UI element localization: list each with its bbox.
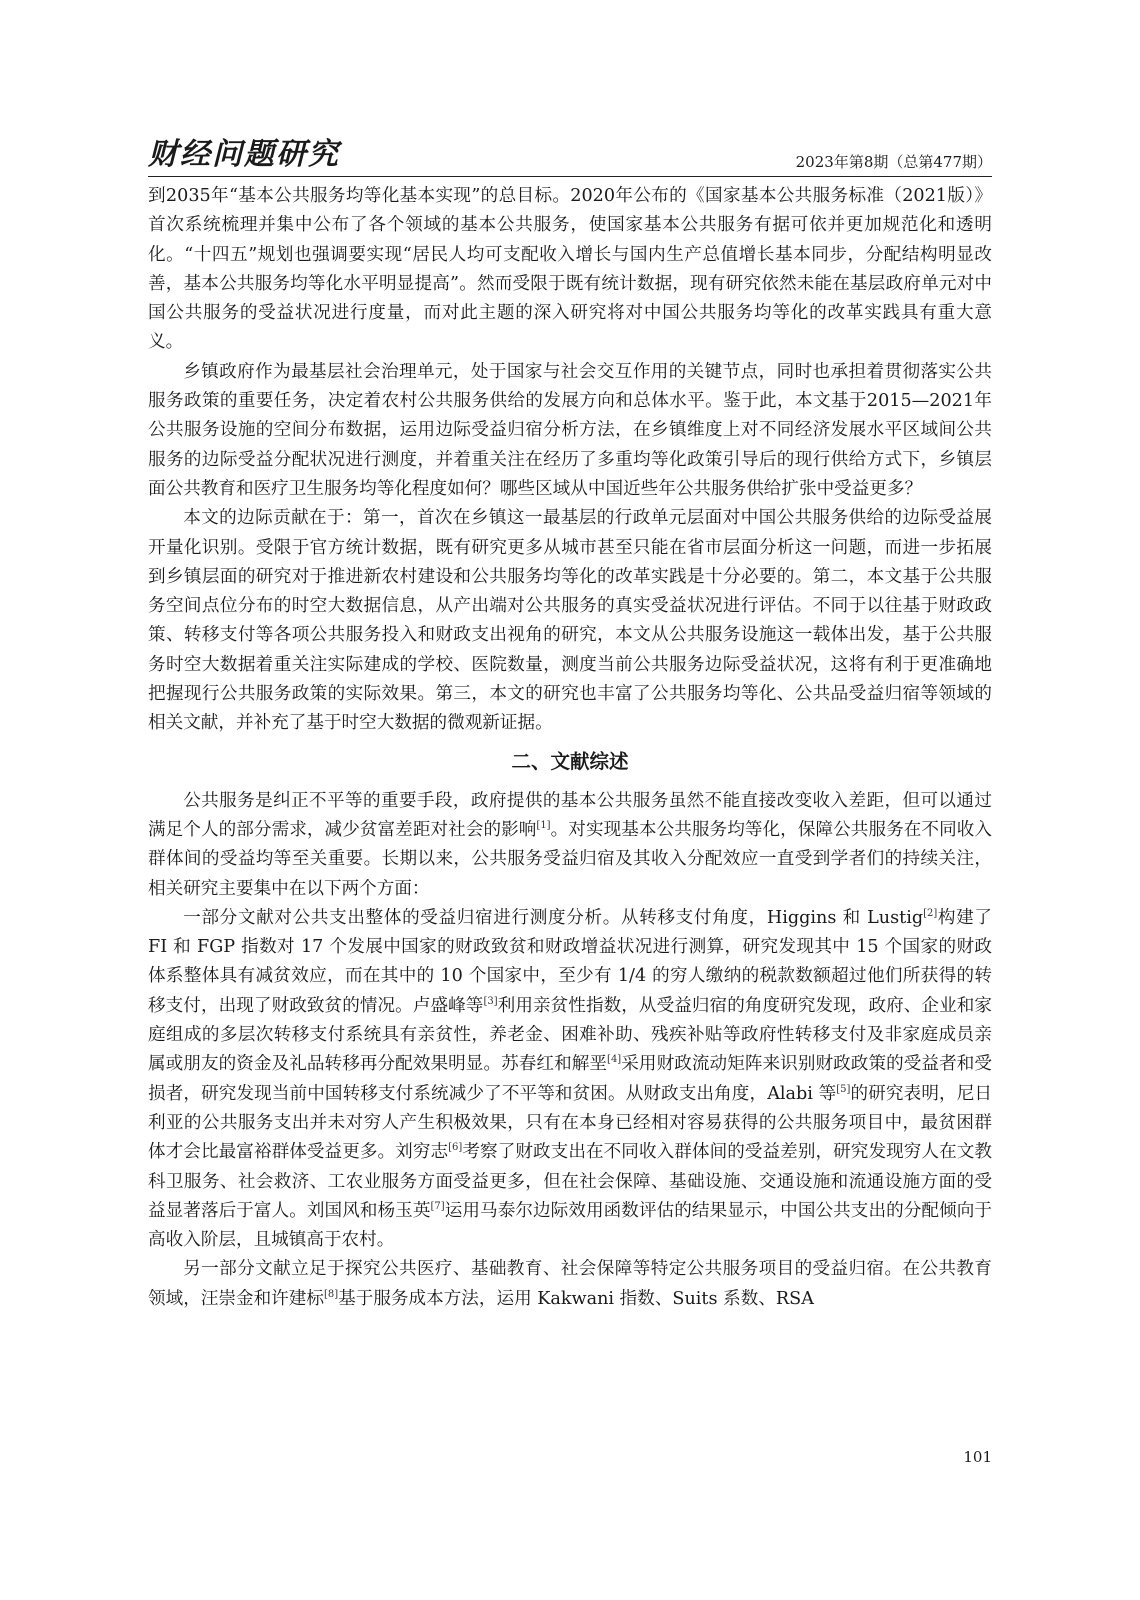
paragraph-literature-2: [148, 1255, 992, 1314]
text-run: 一部分文献对公共支出整体的受益归宿进行测度分析。从转移支付角度，Higgins 和 Lustig: [183, 907, 924, 928]
paragraph-public-service: [148, 787, 992, 904]
citation-ref: [7]: [430, 1200, 445, 1212]
text-run: 利用亲贫性指数，从受益归宿的角度研究发现，政府、企业和家庭组成的多层次转移支付系统具有亲贫性，养老金、困难补助、残疾补贴等政府性转移支付及非家庭成员亲属或朋友的资金及礼品转移再分配效果明显。苏春红和解垩: [148, 995, 992, 1075]
citation-ref: [6]: [448, 1142, 463, 1154]
journal-title: 财经问题研究: [148, 137, 340, 172]
paragraph-literature-1: [148, 904, 992, 1256]
paragraph-continuation: 到2035年“基本公共服务均等化基本实现”的总目标。2020年公布的《国家基本公共服务标准（2021版）》首次系统梳理并集中公布了各个领域的基本公共服务，使国家基本公共服务有据可依并更加规范化和透明化。“十四五”规划也强调要实现“居民人均可支配收入增长与国内生产总值增长基本同步，分配结构明显改善，基本公共服务均等化水平明显提高”。然而受限于既有统计数据，现有研究依然未能在基层政府单元对中国公共服务的受益状况进行度量，而对此主题的深入研究将对中国公共服务均等化的改革实践具有重大意义。: [148, 186, 992, 353]
citation-ref: [2]: [923, 907, 938, 919]
text-run: 采用财政流动矩阵来识别财政政策的受益者和受损者，研究发现当前中国转移支付系统减少了不平等和贫困。从财政支出角度，Alabi 等: [148, 1054, 992, 1104]
text-run: 考察了财政支出在不同收入群体间的受益差别，研究发现穷人在文教科卫服务、社会救济、工农业服务方面受益更多，但在社会保障、基础设施、交通设施和流通设施方面的受益显著落后于富人。刘国风和杨玉英: [148, 1142, 992, 1221]
citation-ref: [4]: [607, 1054, 622, 1066]
citation-ref: [8]: [323, 1288, 339, 1300]
paragraph-contribution: 本文的边际贡献在于：第一，首次在乡镇这一最基层的行政单元层面对中国公共服务供给的边际受益展开量化识别。受限于官方统计数据，既有研究更多从城市甚至只能在省市层面分析这一问题，而进一步拓展到乡镇层面的研究对于推进新农村建设和公共服务均等化的改革实践是十分必要的。第二，本文基于公共服务空间点位分布的时空大数据信息，从产出端对公共服务的真实受益状况进行评估。不同于以往基于财政政策、转移支付等各项公共服务投入和财政支出视角的研究，本文从公共服务设施这一载体出发，基于公共服务时空大数据着重关注实际建成的学校、医院数量，测度当前公共服务边际受益状况，这将有利于更准确地把握现行公共服务政策的实际效果。第三，本文的研究也丰富了公共服务均等化、公共品受益归宿等领域的相关文献，并补充了基于时空大数据的微观新证据。: [148, 508, 992, 734]
citation-ref: [5]: [836, 1083, 851, 1095]
article-body: [148, 182, 992, 1314]
text-run: 另一部分文献立足于探究公共医疗、基础教育、社会保障等特定公共服务项目的受益归宿。在公共教育领域，汪崇金和许建标: [148, 1259, 992, 1309]
citation-ref: [1]: [536, 820, 551, 832]
text-run: 的研究表明，尼日利亚的公共服务支出并未对穷人产生积极效果，只有在本身已经相对容易获得的公共服务项目中，最贫困群体才会比最富裕群体受益更多。刘穷志: [148, 1083, 992, 1163]
page-number: 101: [963, 1448, 992, 1466]
citation-ref: [3]: [483, 995, 498, 1007]
text-run: 基于服务成本方法，运用 Kakwani 指数、Suits 系数、RSA: [338, 1288, 814, 1309]
text-run: 构建了 FI 和 FGP 指数对 17 个发展中国家的财政致贫和财政增益状况进行测算，研究发现其中 15 个国家的财政体系整体具有减贫效应，而在其中的 10 个国家中，至少有 1/4 的穷人缴纳的税款数额超过他们所获得的转移支付，出现了财政致贫的情况。卢盛峰等: [148, 907, 992, 1016]
section-heading: 二、文献综述: [511, 749, 629, 773]
paragraph-township: 乡镇政府作为最基层社会治理单元，处于国家与社会交互作用的关键节点，同时也承担着贯彻落实公共服务政策的重要任务，决定着农村公共服务供给的发展方向和总体水平。鉴于此，本文基于2015—2021年公共服务设施的空间分布数据，运用边际受益归宿分析方法，在乡镇维度上对不同经济发展水平区域间公共服务的边际受益分配状况进行测度，并着重关注在经历了多重均等化政策引导后的现行供给方式下，乡镇层面公共教育和医疗卫生服务均等化程度如何？哪些区域从中国近些年公共服务供给扩张中受益更多？: [148, 361, 992, 499]
page-header: [148, 134, 992, 177]
text-run: 运用马泰尔边际效用函数评估的结果显示，中国公共支出的分配倾向于高收入阶层，且城镇高于农村。: [148, 1200, 992, 1251]
text-run: 公共服务是纠正不平等的重要手段，政府提供的基本公共服务虽然不能直接改变收入差距，但可以通过满足个人的部分需求，减少贫富差距对社会的影响: [148, 790, 992, 840]
text-run: 。对实现基本公共服务均等化，保障公共服务在不同收入群体间的受益均等至关重要。长期以来，公共服务受益归宿及其收入分配效应一直受到学者们的持续关注，相关研究主要集中在以下两个方面：: [148, 819, 992, 899]
issue-info: 2023年第8期（总第477期）: [795, 153, 992, 171]
